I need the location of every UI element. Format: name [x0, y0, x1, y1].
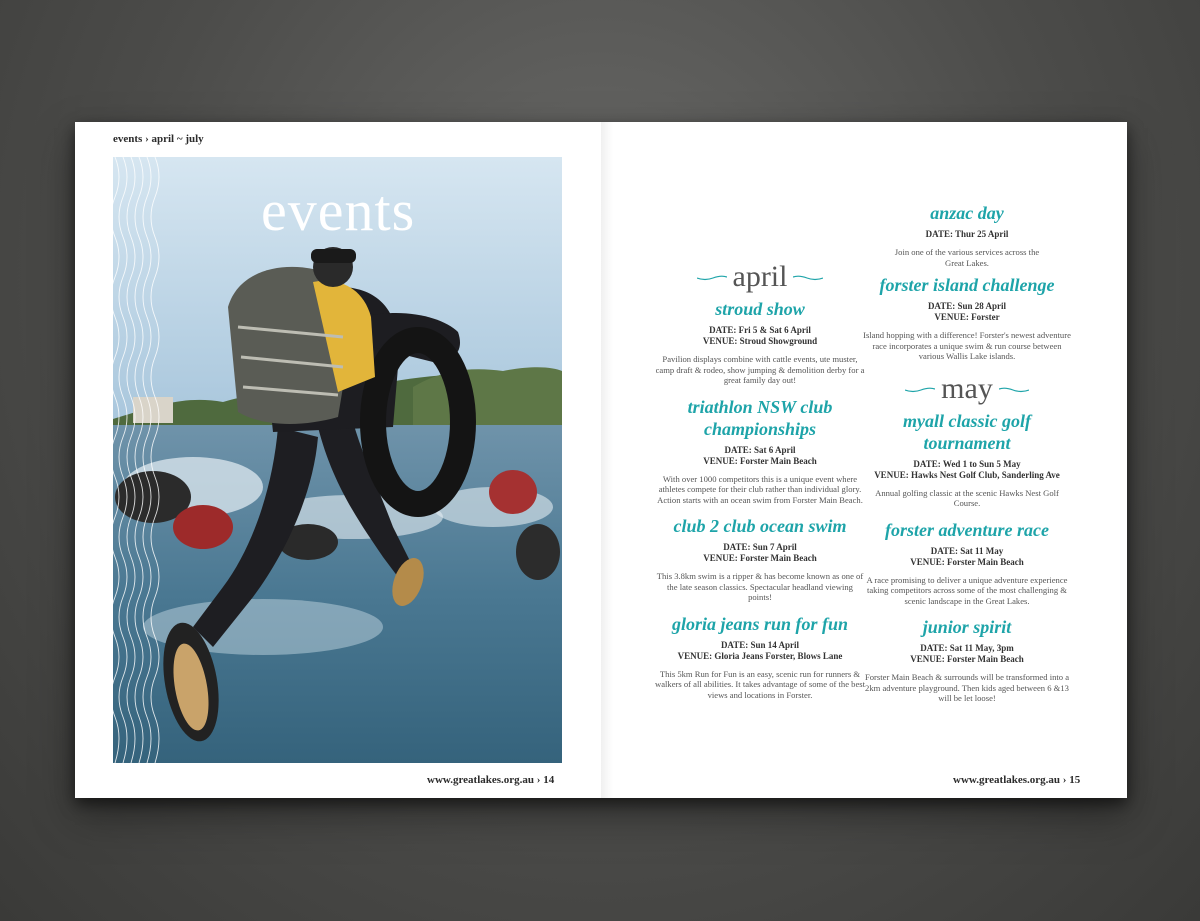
- event-item: [655, 396, 865, 506]
- event-desc: With over 1000 competitors this is a unique event where athletes compete for their club rather than individual glory. Action starts with an ocean swim from Forster Main Beach.: [657, 473, 863, 505]
- event-item: [862, 519, 1072, 607]
- page-spine: [601, 122, 621, 798]
- event-title: gloria jeans run for fun: [671, 613, 849, 634]
- swash-right-icon: [793, 272, 823, 282]
- event-date: DATE: Sun 7 April: [723, 542, 797, 552]
- swash-left-icon: [697, 272, 727, 282]
- swash-left-icon: [905, 384, 935, 394]
- event-date: DATE: Sat 6 April: [724, 444, 796, 455]
- event-item: [862, 410, 1072, 509]
- april-column: [655, 260, 865, 700]
- event-title: forster adventure race: [885, 519, 1049, 540]
- hero-illustration: [113, 157, 562, 763]
- event-date: DATE: Wed 1 to Sun 5 May: [913, 458, 1021, 469]
- event-title: club 2 club ocean swim: [673, 516, 847, 536]
- event-item: [655, 613, 865, 701]
- event-title: forster island challenge: [879, 275, 1055, 295]
- event-venue: VENUE: Forster Main Beach: [910, 556, 1024, 567]
- event-venue: VENUE: Gloria Jeans Forster, Blows Lane: [677, 650, 843, 661]
- event-item: [655, 298, 865, 386]
- event-desc: This 5km Run for Fun is an easy, scenic run for runners & walkers of all abilities. It takes advantage of some of the best views and locations in Forster.: [655, 668, 866, 700]
- event-venue: VENUE: Forster: [934, 312, 1000, 322]
- event-date: DATE: Thur 25 April: [925, 229, 1009, 239]
- swash-right-icon: [999, 384, 1029, 394]
- event-date: DATE: Sat 11 May, 3pm: [920, 643, 1014, 653]
- event-item: [862, 202, 1072, 268]
- event-date: DATE: Sun 28 April: [927, 301, 1007, 311]
- event-desc: This 3.8km swim is a ripper & has become known as one of the late season classics. Spectacular headland viewing points!: [656, 571, 864, 602]
- hero-photo: [113, 157, 562, 763]
- event-desc: Join one of the various services across the Great Lakes.: [894, 247, 1040, 268]
- footer-left: www.greatlakes.org.au › 14: [427, 774, 555, 786]
- event-item: [862, 616, 1072, 704]
- month-heading-may: [862, 372, 1072, 406]
- event-venue: VENUE: Forster Main Beach: [910, 654, 1024, 664]
- event-desc: Island hopping with a difference! Forster's newest adventure race incorporates a unique swim & run course between various Wallis Lake islands.: [863, 330, 1071, 361]
- month-label: may: [941, 371, 993, 405]
- event-venue: VENUE: Forster Main Beach: [703, 553, 817, 563]
- footer-right: www.greatlakes.org.au › 15: [953, 774, 1081, 786]
- may-column: [862, 198, 1072, 704]
- event-date: DATE: Sat 11 May: [930, 545, 1004, 556]
- event-title: anzac day: [930, 203, 1004, 223]
- event-desc: A race promising to deliver a unique adventure experience taking competitors across some of the most challenging & scenic landscape in the Great Lakes.: [866, 574, 1068, 606]
- event-venue: VENUE: Forster Main Beach: [703, 455, 817, 466]
- event-item: [655, 515, 865, 603]
- event-desc: Forster Main Beach & surrounds will be transformed into a 2km adventure playground. Then kids aged between 6 &13 will be let loose!: [864, 672, 1070, 703]
- event-title: stroud show: [715, 299, 805, 319]
- month-heading-april: [655, 260, 865, 294]
- month-label: april: [732, 260, 788, 293]
- event-title: junior spirit: [922, 617, 1012, 637]
- event-desc: Annual golfing classic at the scenic Hawks Nest Golf Course.: [875, 487, 1059, 508]
- event-venue: VENUE: Hawks Nest Golf Club, Sanderling Ave: [874, 469, 1060, 480]
- event-venue: VENUE: Stroud Showground: [702, 336, 818, 346]
- event-date: DATE: Fri 5 & Sat 6 April: [709, 325, 811, 335]
- event-title: myall classic golf tournament: [903, 410, 1031, 453]
- event-item: [862, 274, 1072, 362]
- event-title: triathlon NSW club championships: [687, 396, 833, 439]
- event-desc: Pavilion displays combine with cattle events, ute muster, camp draft & rodeo, show jumping & demolition derby for a great family day out!: [655, 354, 865, 385]
- breadcrumb: events › april ~ july: [113, 133, 204, 145]
- hero-title: events: [261, 178, 416, 243]
- magazine-spread: [75, 122, 1127, 798]
- event-date: DATE: Sun 14 April: [720, 639, 800, 650]
